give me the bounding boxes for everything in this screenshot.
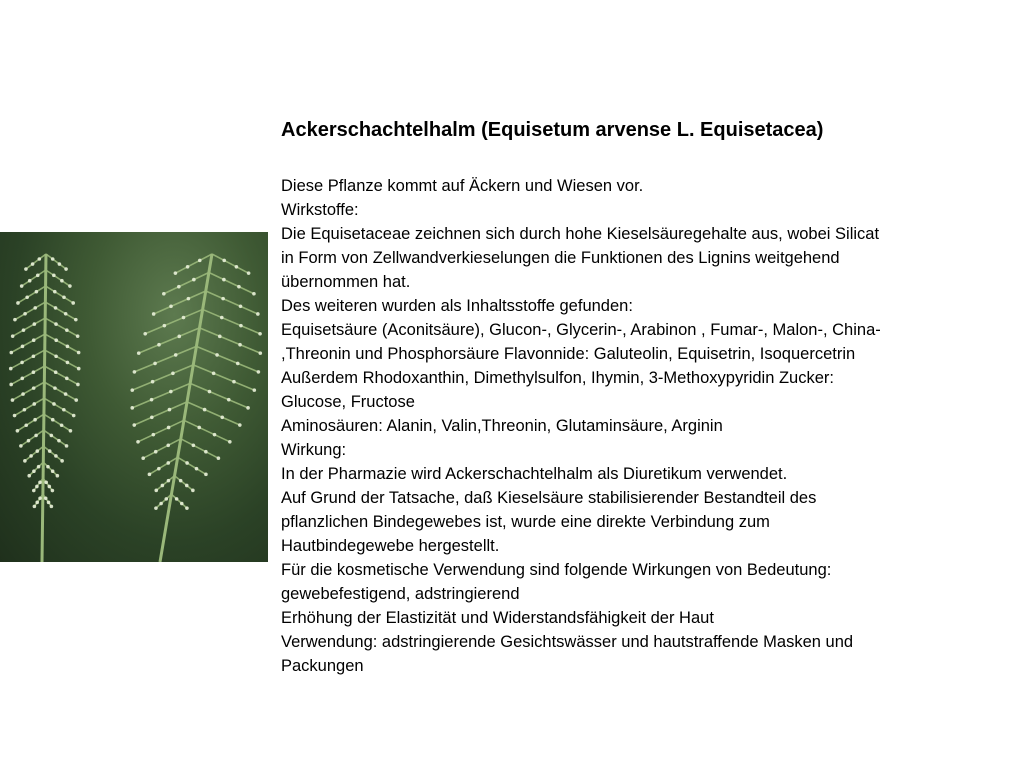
plant-dewdrop	[228, 440, 232, 444]
plant-dewdrop	[174, 271, 178, 275]
plant-dewdrop	[23, 408, 27, 412]
plant-branch	[11, 350, 45, 368]
plant-dewdrop	[65, 377, 69, 381]
plant-dewdrop	[27, 439, 31, 443]
plant-dewdrop	[154, 450, 158, 454]
plant-dewdrop	[203, 408, 207, 412]
plant-branch	[209, 272, 254, 293]
plant-dewdrop	[166, 443, 170, 447]
plant-branch	[44, 382, 76, 400]
plant-dewdrop	[133, 370, 137, 374]
plant-dewdrop	[24, 423, 28, 427]
plant-dewdrop	[164, 497, 168, 501]
plant-dewdrop	[33, 418, 37, 422]
plant-dewdrop	[213, 433, 217, 437]
plant-branch	[22, 270, 46, 286]
plant-dewdrop	[56, 474, 60, 478]
body-line: Glucose, Fructose	[281, 393, 415, 411]
plant-dewdrop	[34, 434, 38, 438]
plant-dewdrop	[258, 332, 262, 336]
plant-dewdrop	[220, 316, 224, 320]
plant-dewdrop	[44, 496, 48, 500]
plant-branch	[206, 291, 258, 314]
plant-dewdrop	[221, 297, 225, 301]
plant-dewdrop	[151, 380, 155, 384]
plant-dewdrop	[252, 292, 256, 296]
plant-dewdrop	[54, 354, 58, 358]
plant-dewdrop	[136, 440, 140, 444]
plant-dewdrop	[64, 267, 68, 271]
plant-branch	[29, 462, 43, 476]
plant-dewdrop	[54, 306, 58, 310]
plant-dewdrop	[35, 290, 39, 294]
plant-dewdrop	[65, 328, 69, 332]
plant-branch	[46, 254, 66, 269]
plant-dewdrop	[35, 501, 39, 505]
body-line: in Form von Zellwandverkieselungen die Funktionen des Lignins weitgehend	[281, 249, 840, 267]
plant-dewdrop	[60, 279, 64, 283]
plant-dewdrop	[192, 278, 196, 282]
plant-dewdrop	[51, 469, 55, 473]
plant-branch	[200, 328, 261, 353]
body-line: Erhöhung der Elastizität und Widerstandsfähigkeit der Haut	[281, 609, 714, 627]
plant-branch	[171, 494, 187, 508]
body-line: In der Pharmazie wird Ackerschachtelhalm als Diuretikum verwendet.	[281, 465, 788, 483]
plant-dewdrop	[36, 274, 40, 278]
plant-dewdrop	[74, 318, 78, 322]
plant-branch	[149, 457, 177, 474]
plant-dewdrop	[154, 489, 158, 493]
plant-dewdrop	[54, 338, 58, 342]
body-line: Die Equisetaceae zeichnen sich durch hohe Kieselsäuregehalte aus, wobei Silicat	[281, 225, 880, 243]
plant-dewdrop	[169, 305, 173, 309]
plant-branch	[187, 402, 240, 425]
plant-dewdrop	[47, 485, 51, 489]
body-line: Diese Pflanze kommt auf Äckern und Wiesen vor.	[281, 177, 644, 195]
plant-dewdrop	[157, 467, 161, 471]
plant-dewdrop	[222, 259, 226, 263]
horsetail-photo	[0, 232, 268, 562]
body-line: Außerdem Rhodoxanthin, Dimethylsulfon, Ihymin, 3-Methoxypyridin Zucker:	[281, 369, 834, 387]
body-line: gewebefestigend, adstringierend	[281, 585, 520, 603]
plant-dewdrop	[37, 465, 41, 469]
body-line: Wirkstoffe:	[281, 201, 359, 219]
plant-dewdrop	[232, 380, 236, 384]
plant-dewdrop	[33, 322, 37, 326]
plant-dewdrop	[20, 377, 24, 381]
plant-dewdrop	[50, 505, 54, 509]
slide-content	[281, 114, 1011, 678]
plant-branch	[196, 346, 258, 371]
plant-dewdrop	[195, 467, 199, 471]
plant-dewdrop	[239, 305, 243, 309]
plant-dewdrop	[44, 481, 48, 485]
plant-dewdrop	[27, 474, 31, 478]
plant-dewdrop	[161, 484, 165, 488]
plant-dewdrop	[20, 361, 24, 365]
plant-dewdrop	[137, 351, 141, 355]
plant-branch	[15, 398, 45, 415]
plant-dewdrop	[217, 456, 221, 460]
plant-dewdrop	[177, 285, 181, 289]
plant-dewdrop	[186, 265, 190, 269]
plant-dewdrop	[238, 423, 242, 427]
body-line: Auf Grund der Tatsache, daß Kieselsäure stabilisierender Bestandteil des	[281, 489, 817, 507]
plant-dewdrop	[31, 262, 35, 266]
plant-branch	[190, 383, 248, 407]
plant-dewdrop	[235, 265, 239, 269]
plant-dewdrop	[185, 506, 189, 510]
plant-dewdrop	[153, 362, 157, 366]
plant-branch	[175, 476, 193, 491]
plant-branch	[45, 318, 77, 336]
plant-dewdrop	[21, 392, 25, 396]
plant-dewdrop	[21, 345, 25, 349]
plant-dewdrop	[69, 429, 73, 433]
plant-dewdrop	[175, 497, 179, 501]
plant-dewdrop	[171, 371, 175, 375]
plant-dewdrop	[246, 406, 250, 410]
plant-dewdrop	[130, 406, 134, 410]
plant-dewdrop	[169, 390, 173, 394]
plant-branch	[181, 439, 219, 458]
plant-branch	[134, 402, 187, 425]
plant-dewdrop	[130, 388, 134, 392]
plant-dewdrop	[23, 312, 27, 316]
plant-dewdrop	[208, 390, 212, 394]
plant-dewdrop	[51, 257, 55, 261]
plant-branch	[15, 302, 45, 320]
plant-dewdrop	[35, 485, 39, 489]
plant-dewdrop	[76, 334, 80, 338]
plant-dewdrop	[72, 414, 76, 418]
plant-branch	[13, 318, 45, 336]
body-line: Packungen	[281, 657, 364, 675]
plant-dewdrop	[9, 383, 13, 387]
plant-dewdrop	[257, 370, 261, 374]
plant-dewdrop	[187, 297, 191, 301]
plant-dewdrop	[236, 362, 240, 366]
plant-dewdrop	[238, 343, 242, 347]
plant-dewdrop	[204, 473, 208, 477]
plant-branch	[43, 462, 57, 476]
plant-dewdrop	[32, 402, 36, 406]
plant-dewdrop	[62, 296, 66, 300]
plant-dewdrop	[38, 481, 42, 485]
plant-dewdrop	[222, 278, 226, 282]
plant-dewdrop	[11, 398, 15, 402]
plant-branch	[184, 420, 230, 441]
plant-dewdrop	[227, 398, 231, 402]
plant-dewdrop	[32, 370, 36, 374]
plant-dewdrop	[197, 426, 201, 430]
plant-dewdrop	[50, 434, 54, 438]
plant-dewdrop	[29, 454, 33, 458]
plant-dewdrop	[154, 506, 158, 510]
plant-dewdrop	[148, 473, 152, 477]
plant-dewdrop	[256, 312, 260, 316]
plant-dewdrop	[24, 267, 28, 271]
plant-dewdrop	[177, 335, 181, 339]
body-line: Equisetsäure (Aconitsäure), Glucon-, Glycerin-, Arabinon , Fumar-, Malon-, China-	[281, 321, 881, 339]
body-line: Hautbindegewebe hergestellt.	[281, 537, 500, 555]
plant-dewdrop	[152, 312, 156, 316]
plant-branch	[45, 302, 75, 320]
plant-dewdrop	[32, 354, 36, 358]
plant-dewdrop	[19, 444, 23, 448]
plant-dewdrop	[77, 351, 81, 355]
plant-dewdrop	[66, 345, 70, 349]
plant-dewdrop	[198, 259, 202, 263]
plant-dewdrop	[22, 328, 26, 332]
plant-dewdrop	[20, 284, 24, 288]
plant-dewdrop	[167, 479, 171, 483]
plant-branch	[44, 430, 67, 446]
plant-branch	[44, 414, 71, 431]
plant-dewdrop	[47, 501, 51, 505]
plant-dewdrop	[166, 461, 170, 465]
plant-dewdrop	[182, 316, 186, 320]
plant-dewdrop	[157, 343, 161, 347]
plant-branch	[178, 457, 206, 474]
plant-branch	[21, 430, 44, 446]
plant-dewdrop	[258, 351, 262, 355]
plant-dewdrop	[66, 361, 70, 365]
body-line: Verwendung: adstringierende Gesichtswässer und hautstraffende Masken und	[281, 633, 854, 651]
plant-dewdrop	[9, 367, 13, 371]
body-line: Wirkung:	[281, 441, 347, 459]
plant-dewdrop	[237, 285, 241, 289]
plant-dewdrop	[54, 454, 58, 458]
plant-dewdrop	[38, 257, 42, 261]
plant-dewdrop	[220, 416, 224, 420]
plant-dewdrop	[32, 489, 36, 493]
plant-branch	[46, 270, 70, 286]
plant-dewdrop	[150, 398, 154, 402]
plant-dewdrop	[32, 386, 36, 390]
plant-dewdrop	[58, 262, 62, 266]
body-line: pflanzlichen Bindegewebes ist, wurde eine direkte Verbindung zum	[281, 513, 770, 531]
plant-branch	[44, 446, 63, 461]
body-line: Des weiteren wurden als Inhaltsstoffe gefunden:	[281, 297, 633, 315]
plant-dewdrop	[54, 322, 58, 326]
plant-dewdrop	[180, 502, 184, 506]
plant-dewdrop	[76, 383, 80, 387]
plant-branch	[46, 286, 74, 303]
plant-dewdrop	[192, 443, 196, 447]
plant-dewdrop	[13, 318, 17, 322]
plant-branch	[193, 365, 254, 390]
plant-dewdrop	[28, 279, 32, 283]
plant-branch	[143, 439, 181, 458]
plant-branch	[164, 272, 209, 293]
plant-dewdrop	[179, 479, 183, 483]
body-line: Aminosäuren: Alanin, Valin,Threonin, Glutaminsäure, Arginin	[281, 417, 723, 435]
plant-stem	[42, 254, 46, 562]
plant-dewdrop	[35, 449, 39, 453]
plant-dewdrop	[16, 301, 20, 305]
plant-dewdrop	[68, 284, 72, 288]
plant-dewdrop	[174, 353, 178, 357]
plant-dewdrop	[162, 292, 166, 296]
plant-dewdrop	[60, 459, 64, 463]
plant-branch	[175, 254, 212, 273]
plant-dewdrop	[16, 429, 20, 433]
plant-branch	[45, 366, 78, 384]
plant-dewdrop	[132, 423, 136, 427]
plant-dewdrop	[51, 418, 55, 422]
plant-dewdrop	[185, 484, 189, 488]
plant-dewdrop	[74, 398, 78, 402]
plant-dewdrop	[239, 324, 243, 328]
horsetail-illustration	[0, 232, 268, 562]
plant-branch	[17, 414, 44, 431]
plant-dewdrop	[247, 271, 251, 275]
plant-branch	[45, 334, 79, 352]
plant-dewdrop	[204, 450, 208, 454]
plant-dewdrop	[9, 351, 13, 355]
plant-dewdrop	[33, 505, 37, 509]
plant-branch	[18, 286, 46, 303]
plant-dewdrop	[64, 312, 68, 316]
plant-dewdrop	[32, 338, 36, 342]
plant-dewdrop	[152, 433, 156, 437]
plant-dewdrop	[185, 461, 189, 465]
plant-dewdrop	[212, 371, 216, 375]
plant-dewdrop	[13, 414, 17, 418]
plant-dewdrop	[159, 502, 163, 506]
plant-dewdrop	[163, 324, 167, 328]
plant-dewdrop	[71, 301, 75, 305]
plant-dewdrop	[77, 367, 81, 371]
body-line: Für die kosmetische Verwendung sind folgende Wirkungen von Bedeutung:	[281, 561, 832, 579]
plant-dewdrop	[62, 408, 66, 412]
plant-branch	[138, 420, 184, 441]
plant-dewdrop	[168, 408, 172, 412]
plant-branch	[11, 334, 45, 352]
plant-dewdrop	[64, 392, 68, 396]
plant-dewdrop	[143, 332, 147, 336]
plant-branch	[212, 254, 249, 273]
plant-dewdrop	[65, 444, 69, 448]
plant-dewdrop	[60, 423, 64, 427]
plant-dewdrop	[38, 496, 42, 500]
plant-dewdrop	[53, 386, 57, 390]
page-title: Ackerschachtelhalm (Equisetum arvense L. Equisetacea)	[281, 119, 824, 141]
body-line: übernommen hat.	[281, 273, 411, 291]
plant-dewdrop	[52, 274, 56, 278]
plant-branch	[203, 309, 260, 333]
plant-dewdrop	[191, 489, 195, 493]
body-line: ,Threonin und Phosphorsäure Flavonnide: Galuteolin, Equisetrin, Isoquercetrin	[281, 345, 856, 363]
plant-dewdrop	[215, 353, 219, 357]
plant-dewdrop	[52, 402, 56, 406]
plant-dewdrop	[218, 335, 222, 339]
plant-branch	[12, 382, 44, 400]
plant-dewdrop	[141, 456, 145, 460]
plant-branch	[154, 291, 206, 314]
plant-branch	[26, 254, 46, 269]
plant-dewdrop	[48, 449, 52, 453]
plant-dewdrop	[46, 465, 50, 469]
plant-dewdrop	[51, 489, 55, 493]
plant-branch	[25, 446, 44, 461]
plant-dewdrop	[23, 459, 27, 463]
plant-dewdrop	[150, 416, 154, 420]
body-text	[281, 174, 1011, 678]
plant-branch	[11, 366, 44, 384]
plant-dewdrop	[57, 439, 61, 443]
plant-dewdrop	[53, 290, 57, 294]
plant-dewdrop	[32, 469, 36, 473]
plant-dewdrop	[167, 426, 171, 430]
plant-branch	[44, 398, 74, 415]
plant-dewdrop	[11, 334, 15, 338]
plant-dewdrop	[33, 306, 37, 310]
plant-branch	[45, 350, 79, 368]
plant-dewdrop	[253, 388, 257, 392]
plant-dewdrop	[25, 296, 29, 300]
plant-dewdrop	[54, 370, 58, 374]
